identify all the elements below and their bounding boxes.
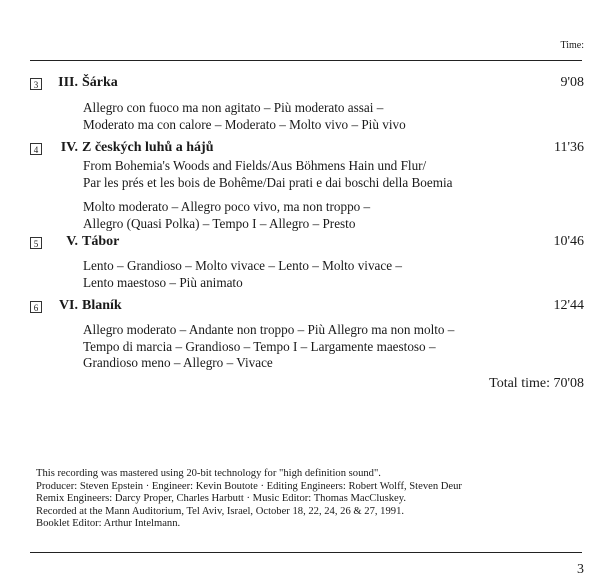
track-duration: 11'36: [553, 140, 584, 155]
credit-line: This recording was mastered using 20-bit technology for "high definition sound".: [36, 468, 381, 479]
track-duration: 9'08: [560, 75, 584, 90]
tempo-markings: [83, 158, 584, 232]
tempo-line: Allegro con fuoco ma non agitato – Più moderato assai –: [83, 100, 384, 115]
movement-numeral: VI.: [58, 298, 78, 313]
movement-title: Šárka: [82, 75, 118, 90]
tempo-line: Lento – Grandioso – Molto vivace – Lento – Molto vivace –: [83, 258, 402, 273]
bottom-divider: [30, 552, 582, 553]
tempo-markings: [83, 100, 584, 133]
credit-line: Producer: Steven Epstein · Engineer: Kevin Boutote · Editing Engineers: Robert Wolff, Steven Deur: [36, 480, 462, 492]
track-title: [50, 75, 118, 91]
tempo-markings: [83, 258, 584, 291]
track-3-heading: [30, 75, 584, 93]
track-5: [30, 234, 584, 291]
track-title: [50, 140, 213, 156]
track-title: [50, 234, 119, 250]
track-duration: 12'44: [553, 298, 584, 313]
movement-numeral: III.: [58, 75, 78, 90]
recording-credits: [36, 468, 462, 531]
page-number: 3: [577, 562, 584, 577]
movement-numeral: IV.: [60, 140, 78, 155]
top-divider: [30, 60, 582, 61]
tempo-line: Grandioso meno – Allegro – Vivace: [83, 355, 273, 370]
credit-line: Remix Engineers: Darcy Proper, Charles Harbutt · Music Editor: Thomas MacCluskey.: [36, 493, 406, 504]
tempo-line: Molto moderato – Allegro poco vivo, ma non troppo –: [83, 199, 371, 214]
track-title: [50, 298, 122, 314]
track-duration: 10'46: [553, 234, 584, 249]
tempo-markings: [83, 322, 584, 372]
time-column-header: Time:: [560, 40, 584, 51]
track-3: [30, 75, 584, 133]
translation-line: Par les prés et les bois de Bohême/Dai prati e dai boschi della Boemia: [83, 174, 453, 190]
movement-title: Blaník: [82, 298, 122, 313]
credit-line: Booklet Editor: Arthur Intelmann.: [36, 518, 181, 529]
tempo-line: Tempo di marcia – Grandioso – Tempo I – Largamente maestoso –: [83, 338, 436, 354]
movement-numeral: V.: [66, 234, 78, 249]
track-4: [30, 140, 584, 232]
track-number-box: 6: [30, 301, 42, 313]
track-4-heading: [30, 140, 584, 158]
total-time: Total time: 70'08: [489, 376, 584, 391]
movement-title: Tábor: [82, 234, 120, 249]
credit-line: Recorded at the Mann Auditorium, Tel Aviv, Israel, October 18, 22, 24, 26 & 27, 1991.: [36, 505, 405, 517]
track-6: [30, 298, 584, 372]
movement-title: Z českých luhů a hájů: [82, 140, 214, 155]
track-6-heading: [30, 298, 584, 316]
tempo-line: Allegro (Quasi Polka) – Tempo I – Allegro – Presto: [83, 215, 356, 231]
tempo-line: Lento maestoso – Più animato: [83, 274, 243, 290]
track-number-box: 5: [30, 237, 42, 249]
tempo-line: Moderato ma con calore – Moderato – Molto vivo – Più vivo: [83, 116, 406, 132]
track-number-box: 3: [30, 78, 42, 90]
tempo-line: Allegro moderato – Andante non troppo – Più Allegro ma non molto –: [83, 322, 455, 337]
track-5-heading: [30, 234, 584, 252]
track-number-box: 4: [30, 143, 42, 155]
translation-line: From Bohemia's Woods and Fields/Aus Böhmens Hain und Flur/: [83, 158, 427, 173]
